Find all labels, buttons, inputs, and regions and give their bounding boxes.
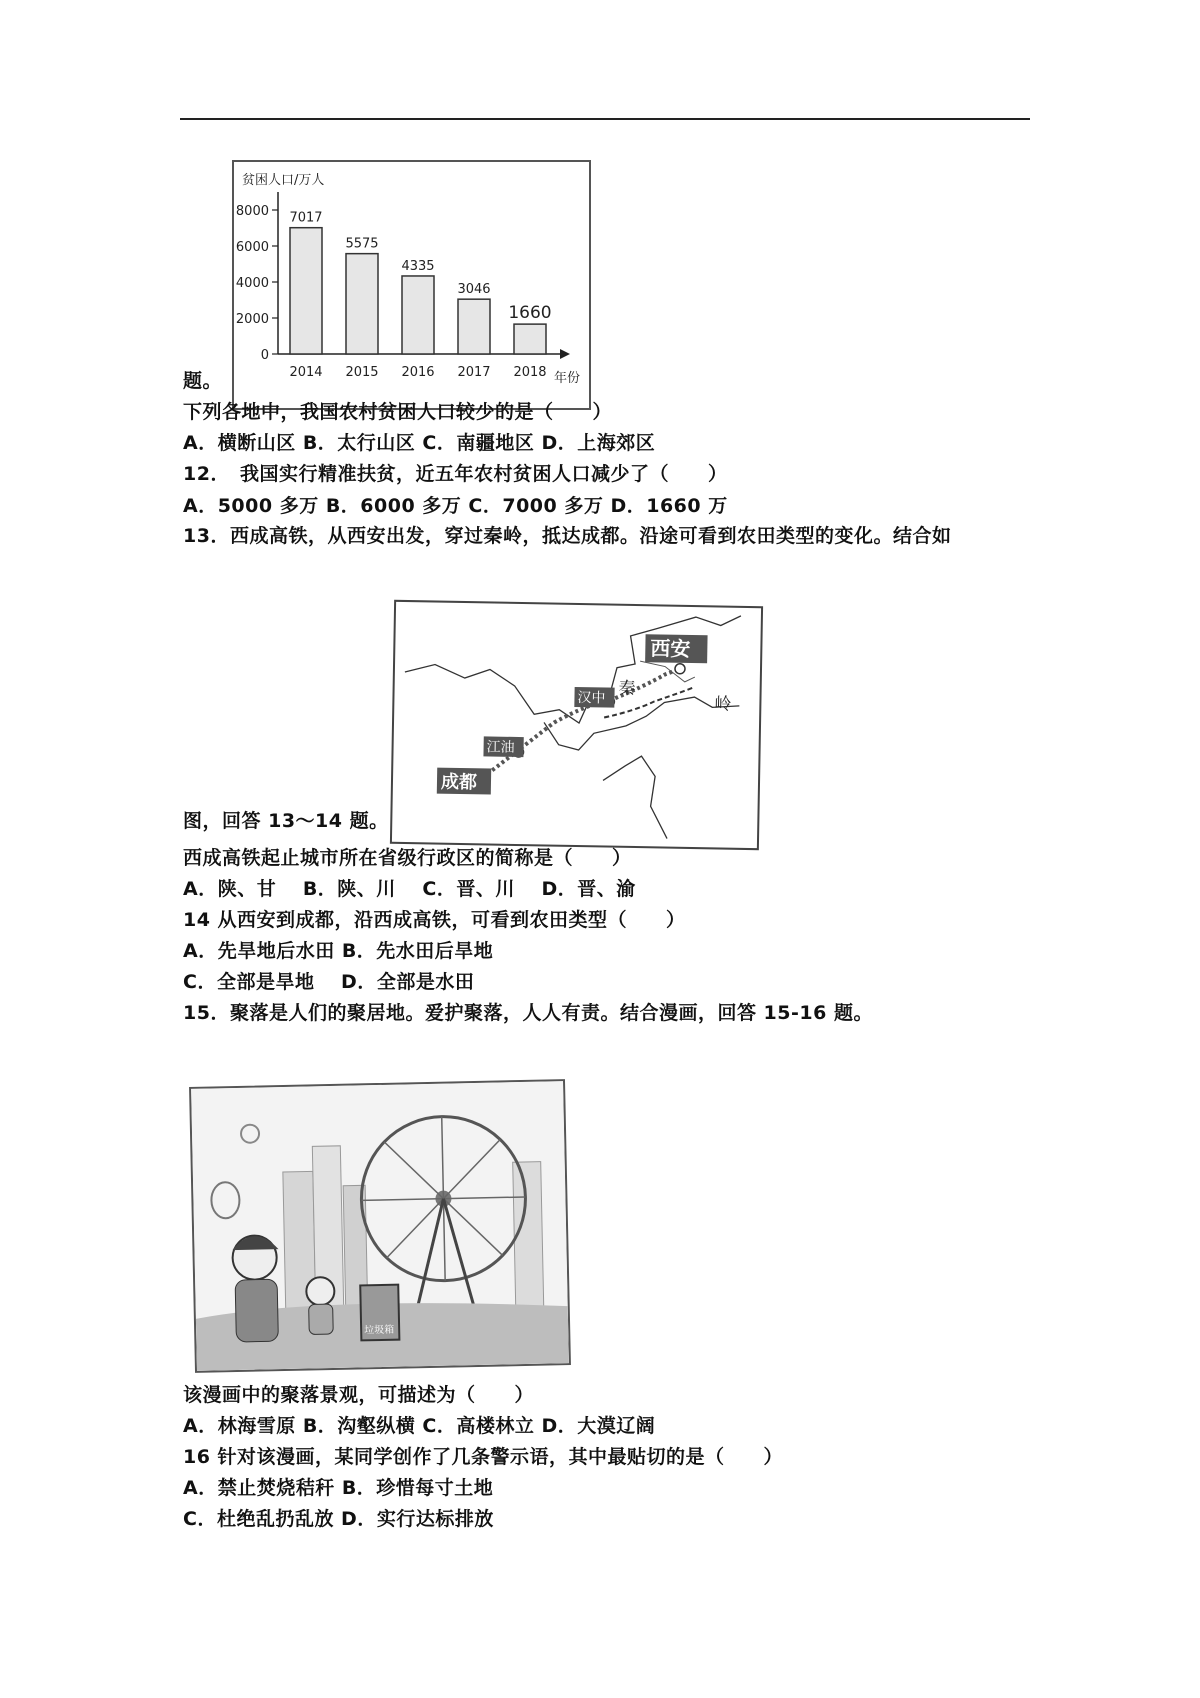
question-15-options: A．林海雪原 B．沟壑纵横 C．高楼林立 D．大漠辽阔	[183, 1415, 656, 1437]
province-boundary-north	[404, 610, 741, 726]
child-figure	[306, 1277, 335, 1335]
y-tick-label: 6000	[235, 240, 269, 255]
map-canvas	[392, 602, 761, 848]
trash-bin-label: 垃圾箱	[364, 1324, 395, 1337]
question-16-stem: 16 针对该漫画，某同学创作了几条警示语，其中最贴切的是（ ）	[183, 1446, 784, 1468]
x-tick-label: 2018	[513, 365, 547, 380]
ling-label: 岭	[714, 694, 732, 715]
question-16-options-2: C．杜绝乱扔乱放 D．实行达标排放	[183, 1508, 494, 1530]
question-13-intro: 13．西成高铁，从西安出发，穿过秦岭，抵达成都。沿途可看到农田类型的变化。结合如	[183, 525, 952, 547]
xian-station-marker	[675, 664, 685, 674]
river-line	[640, 661, 695, 682]
y-tick-label: 4000	[235, 276, 269, 291]
bar-value-label: 7017	[289, 210, 323, 226]
question-11-options: A．横断山区 B．太行山区 C．南疆地区 D．上海郊区	[183, 432, 656, 454]
x-tick-label: 2015	[345, 365, 379, 380]
cartoon-canvas	[191, 1081, 569, 1371]
railway-line	[478, 665, 680, 784]
qin-label: 秦	[618, 678, 636, 700]
header-rule	[180, 118, 1030, 120]
bar-value-label: 4335	[401, 258, 435, 274]
bar-value-label: 1660	[508, 303, 552, 324]
question-13-stem: 西成高铁起止城市所在省级行政区的简称是（ ）	[183, 847, 632, 869]
question-15-stem: 该漫画中的聚落景观，可描述为（ ）	[183, 1384, 535, 1406]
x-tick-label: 2014	[289, 365, 323, 380]
question-12-stem: 12． 我国实行精准扶贫，近五年农村贫困人口减少了（ ）	[183, 463, 728, 485]
y-tick-label: 2000	[235, 312, 269, 327]
bar-2016	[402, 276, 434, 354]
question-14-stem: 14 从西安到成都，沿西成高铁，可看到农田类型（ ）	[183, 909, 686, 931]
question-14-options-1: A．先旱地后水田 B．先水田后旱地	[183, 940, 494, 962]
question-14-options-2: C．全部是旱地 D．全部是水田	[183, 971, 475, 993]
province-boundary-south	[602, 755, 668, 838]
bar-2015	[346, 254, 378, 354]
text-line: 题。	[183, 370, 223, 392]
question-12-options: A．5000 多万 B．6000 多万 C．7000 多万 D．1660 万	[183, 495, 728, 517]
question-11-stem: 下列各地中，我国农村贫困人口较少的是（ ）	[183, 401, 613, 423]
chart-canvas	[234, 162, 589, 408]
province-boundary-middle	[544, 694, 740, 752]
settlement-cartoon	[189, 1079, 571, 1373]
y-tick-label: 0	[260, 348, 269, 363]
y-tick-label: 8000	[235, 204, 269, 219]
question-16-options-1: A．禁止焚烧秸秆 B．珍惜每寸土地	[183, 1477, 494, 1499]
trash-bin-icon	[360, 1285, 399, 1341]
hanzhong-label: 汉中	[577, 690, 606, 707]
chart-xlabel: 年份	[554, 371, 581, 386]
woman-figure	[232, 1235, 280, 1342]
x-axis-arrow	[560, 349, 570, 359]
bar-2018	[514, 324, 546, 354]
xicheng-railway-map	[390, 600, 763, 850]
x-tick-label: 2017	[457, 365, 491, 380]
x-tick-label: 2016	[401, 365, 435, 380]
question-15-intro: 15．聚落是人们的聚居地。爱护聚落，人人有责。结合漫画，回答 15-16 题。	[183, 1002, 873, 1024]
poverty-bar-chart	[232, 160, 591, 410]
bar-value-label: 5575	[345, 236, 379, 252]
xian-label: 西安	[650, 636, 691, 661]
jiangyou-label: 江油	[486, 739, 515, 756]
chengdu-label: 成都	[440, 771, 478, 794]
chart-ylabel: 贫困人口/万人	[242, 173, 325, 188]
bar-value-label: 3046	[457, 282, 491, 298]
question-13-options: A．陕、甘 B．陕、川 C．晋、川 D．晋、渝	[183, 878, 636, 900]
question-13-intro-cont: 图，回答 13～14 题。	[183, 810, 389, 832]
bar-2017	[458, 299, 490, 354]
bar-2014	[290, 228, 322, 354]
